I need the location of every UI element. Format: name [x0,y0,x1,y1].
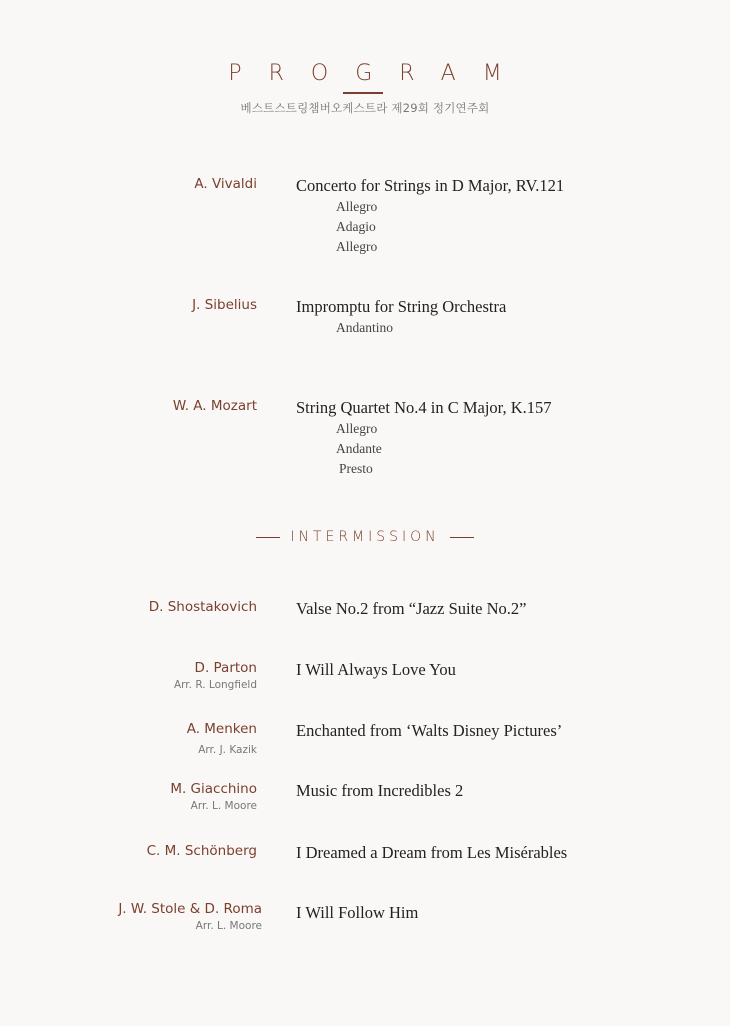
work-title: Music from Incredibles 2 [296,781,464,800]
composer [187,720,257,757]
work-title: Impromptu for String Orchestra [296,297,507,316]
work [296,780,463,802]
composer [170,780,257,813]
composer-name: W. A. Mozart [172,398,257,414]
concert-subtitle: 베스트스트링챔버오케스트라 제29회 정기연주회 [240,101,490,115]
work-title: String Quartet No.4 in C Major, K.157 [296,398,552,417]
arranger-name: Arr. R. Longfield [173,679,257,691]
composer-name: J. Sibelius [192,297,257,313]
composer [192,296,257,314]
work [296,598,526,620]
composer-name: A. Vivaldi [194,176,257,192]
program-header [0,56,730,116]
composer [118,900,262,933]
work [296,659,456,681]
composer-name: D. Parton [194,660,257,676]
movement: Andante [336,441,382,456]
composer-name: M. Giacchino [170,781,257,797]
work [296,296,506,338]
work-title: I Dreamed a Dream from Les Misérables [296,843,568,862]
composer [194,175,257,193]
movement: Adagio [336,219,376,234]
arranger-name: Arr. L. Moore [190,800,257,812]
title-underline [343,92,383,94]
work-title: Valse No.2 from “Jazz Suite No.2” [296,599,527,618]
work [296,175,564,257]
composer-name: J. W. Stole & D. Roma [118,901,262,917]
work [296,720,562,742]
composer-name: D. Shostakovich [148,599,257,615]
movement: Allegro [336,421,378,436]
page-title: PROGRAM [228,61,529,86]
work-title: Enchanted from ‘Walts Disney Pictures’ [296,721,563,740]
movement: Allegro [336,199,378,214]
work [296,902,418,924]
composer [149,598,257,616]
work [296,842,567,864]
composer [173,397,257,415]
movement: Presto [339,461,373,476]
work-title: Concerto for Strings in D Major, RV.121 [296,176,565,195]
movement: Andantino [336,320,393,335]
composer-name: A. Menken [186,721,257,737]
composer-name: C. M. Schönberg [146,843,257,859]
composer [147,842,257,860]
arranger-name: Arr. J. Kazik [198,744,257,756]
work [296,397,552,479]
composer [174,659,257,692]
work-title: I Will Follow Him [296,903,419,922]
intermission-divider [0,527,730,547]
divider-line-right [450,537,474,538]
arranger-name: Arr. L. Moore [195,920,262,932]
divider-line-left [256,537,280,538]
work-title: I Will Always Love You [296,660,456,679]
intermission-label: INTERMISSION [290,529,440,545]
movement: Allegro [336,239,378,254]
